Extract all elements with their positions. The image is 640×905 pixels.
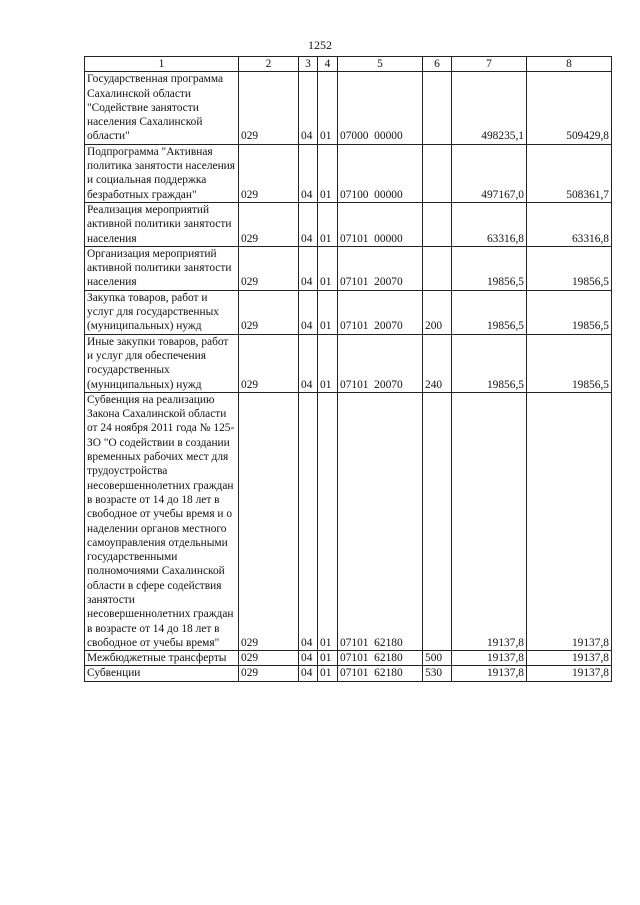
row-subsection-cell: 01 <box>318 290 338 334</box>
table-row <box>85 334 612 392</box>
row-target-article-cell: 07101 62180 <box>338 666 423 681</box>
row-code-cell: 029 <box>239 392 299 650</box>
row-amount-1-cell: 19137,8 <box>452 666 527 681</box>
row-subsection-cell: 01 <box>318 392 338 650</box>
row-name-cell: Подпрограмма "Активная политика занятости населения и социальная поддержка безработных граждан" <box>85 144 239 202</box>
row-expense-type-cell <box>423 392 452 650</box>
row-expense-type-cell: 500 <box>423 651 452 666</box>
header-cell: 4 <box>318 57 338 72</box>
header-cell: 8 <box>527 57 612 72</box>
header-cell: 2 <box>239 57 299 72</box>
row-code-cell: 029 <box>239 334 299 392</box>
header-row <box>85 57 612 72</box>
row-section-cell: 04 <box>299 651 318 666</box>
row-amount-1-cell: 497167,0 <box>452 144 527 202</box>
row-subsection-cell: 01 <box>318 246 338 290</box>
row-amount-2-cell: 19137,8 <box>527 651 612 666</box>
row-name-cell: Государственная программа Сахалинской области "Содействие занятости населения Сахалинской области" <box>85 72 239 144</box>
row-code-cell: 029 <box>239 72 299 144</box>
row-section-cell: 04 <box>299 666 318 681</box>
row-section-cell: 04 <box>299 334 318 392</box>
row-amount-2-cell: 509429,8 <box>527 72 612 144</box>
row-code-cell: 029 <box>239 290 299 334</box>
row-expense-type-cell <box>423 202 452 246</box>
row-name-cell: Закупка товаров, работ и услуг для государственных (муниципальных) нужд <box>85 290 239 334</box>
row-subsection-cell: 01 <box>318 651 338 666</box>
row-name-cell: Субвенция на реализацию Закона Сахалинской области от 24 ноября 2011 года № 125-ЗО "О содействии в создании временных рабочих мест для трудоустройства несовершеннолетних граждан в возрасте от 14 до 18 лет в свободное от учебы время и о наделении органов местного самоуправления отдельными государственными полномочиями Сахалинской области в сфере содействия занятости несовершеннолетних граждан в возрасте от 14 до 18 лет в свободное от учебы время" <box>85 392 239 650</box>
row-amount-2-cell: 19856,5 <box>527 334 612 392</box>
row-amount-1-cell: 19856,5 <box>452 246 527 290</box>
header-cell: 7 <box>452 57 527 72</box>
row-subsection-cell: 01 <box>318 202 338 246</box>
row-amount-2-cell: 19856,5 <box>527 290 612 334</box>
table-row <box>85 246 612 290</box>
row-amount-2-cell: 19137,8 <box>527 666 612 681</box>
row-subsection-cell: 01 <box>318 72 338 144</box>
row-amount-1-cell: 19137,8 <box>452 392 527 650</box>
row-subsection-cell: 01 <box>318 334 338 392</box>
header-cell: 1 <box>85 57 239 72</box>
row-amount-1-cell: 19856,5 <box>452 290 527 334</box>
row-amount-1-cell: 19856,5 <box>452 334 527 392</box>
table-row <box>85 666 612 681</box>
row-amount-2-cell: 508361,7 <box>527 144 612 202</box>
row-code-cell: 029 <box>239 202 299 246</box>
budget-table <box>84 56 612 682</box>
row-amount-2-cell: 19856,5 <box>527 246 612 290</box>
table-row <box>85 392 612 650</box>
row-name-cell: Субвенции <box>85 666 239 681</box>
row-name-cell: Межбюджетные трансферты <box>85 651 239 666</box>
row-expense-type-cell <box>423 72 452 144</box>
row-amount-1-cell: 19137,8 <box>452 651 527 666</box>
header-cell: 5 <box>338 57 423 72</box>
row-expense-type-cell: 200 <box>423 290 452 334</box>
row-expense-type-cell: 240 <box>423 334 452 392</box>
row-target-article-cell: 07100 00000 <box>338 144 423 202</box>
row-subsection-cell: 01 <box>318 144 338 202</box>
table-row <box>85 144 612 202</box>
row-amount-1-cell: 63316,8 <box>452 202 527 246</box>
table-row <box>85 72 612 144</box>
row-name-cell: Реализация мероприятий активной политики занятости населения <box>85 202 239 246</box>
row-code-cell: 029 <box>239 666 299 681</box>
row-section-cell: 04 <box>299 72 318 144</box>
row-expense-type-cell <box>423 246 452 290</box>
row-expense-type-cell: 530 <box>423 666 452 681</box>
row-section-cell: 04 <box>299 202 318 246</box>
table-row <box>85 651 612 666</box>
row-target-article-cell: 07000 00000 <box>338 72 423 144</box>
page-number: 1252 <box>308 38 332 52</box>
row-target-article-cell: 07101 20070 <box>338 290 423 334</box>
row-subsection-cell: 01 <box>318 666 338 681</box>
table-row <box>85 202 612 246</box>
row-section-cell: 04 <box>299 144 318 202</box>
row-expense-type-cell <box>423 144 452 202</box>
header-cell: 6 <box>423 57 452 72</box>
table-row <box>85 290 612 334</box>
row-amount-2-cell: 19137,8 <box>527 392 612 650</box>
row-target-article-cell: 07101 00000 <box>338 202 423 246</box>
row-code-cell: 029 <box>239 246 299 290</box>
row-code-cell: 029 <box>239 144 299 202</box>
row-name-cell: Организация мероприятий активной политики занятости населения <box>85 246 239 290</box>
row-amount-2-cell: 63316,8 <box>527 202 612 246</box>
row-target-article-cell: 07101 62180 <box>338 651 423 666</box>
header-cell: 3 <box>299 57 318 72</box>
row-target-article-cell: 07101 62180 <box>338 392 423 650</box>
row-target-article-cell: 07101 20070 <box>338 246 423 290</box>
row-amount-1-cell: 498235,1 <box>452 72 527 144</box>
row-section-cell: 04 <box>299 290 318 334</box>
row-section-cell: 04 <box>299 392 318 650</box>
row-section-cell: 04 <box>299 246 318 290</box>
row-target-article-cell: 07101 20070 <box>338 334 423 392</box>
row-name-cell: Иные закупки товаров, работ и услуг для обеспечения государственных (муниципальных) нужд <box>85 334 239 392</box>
row-code-cell: 029 <box>239 651 299 666</box>
